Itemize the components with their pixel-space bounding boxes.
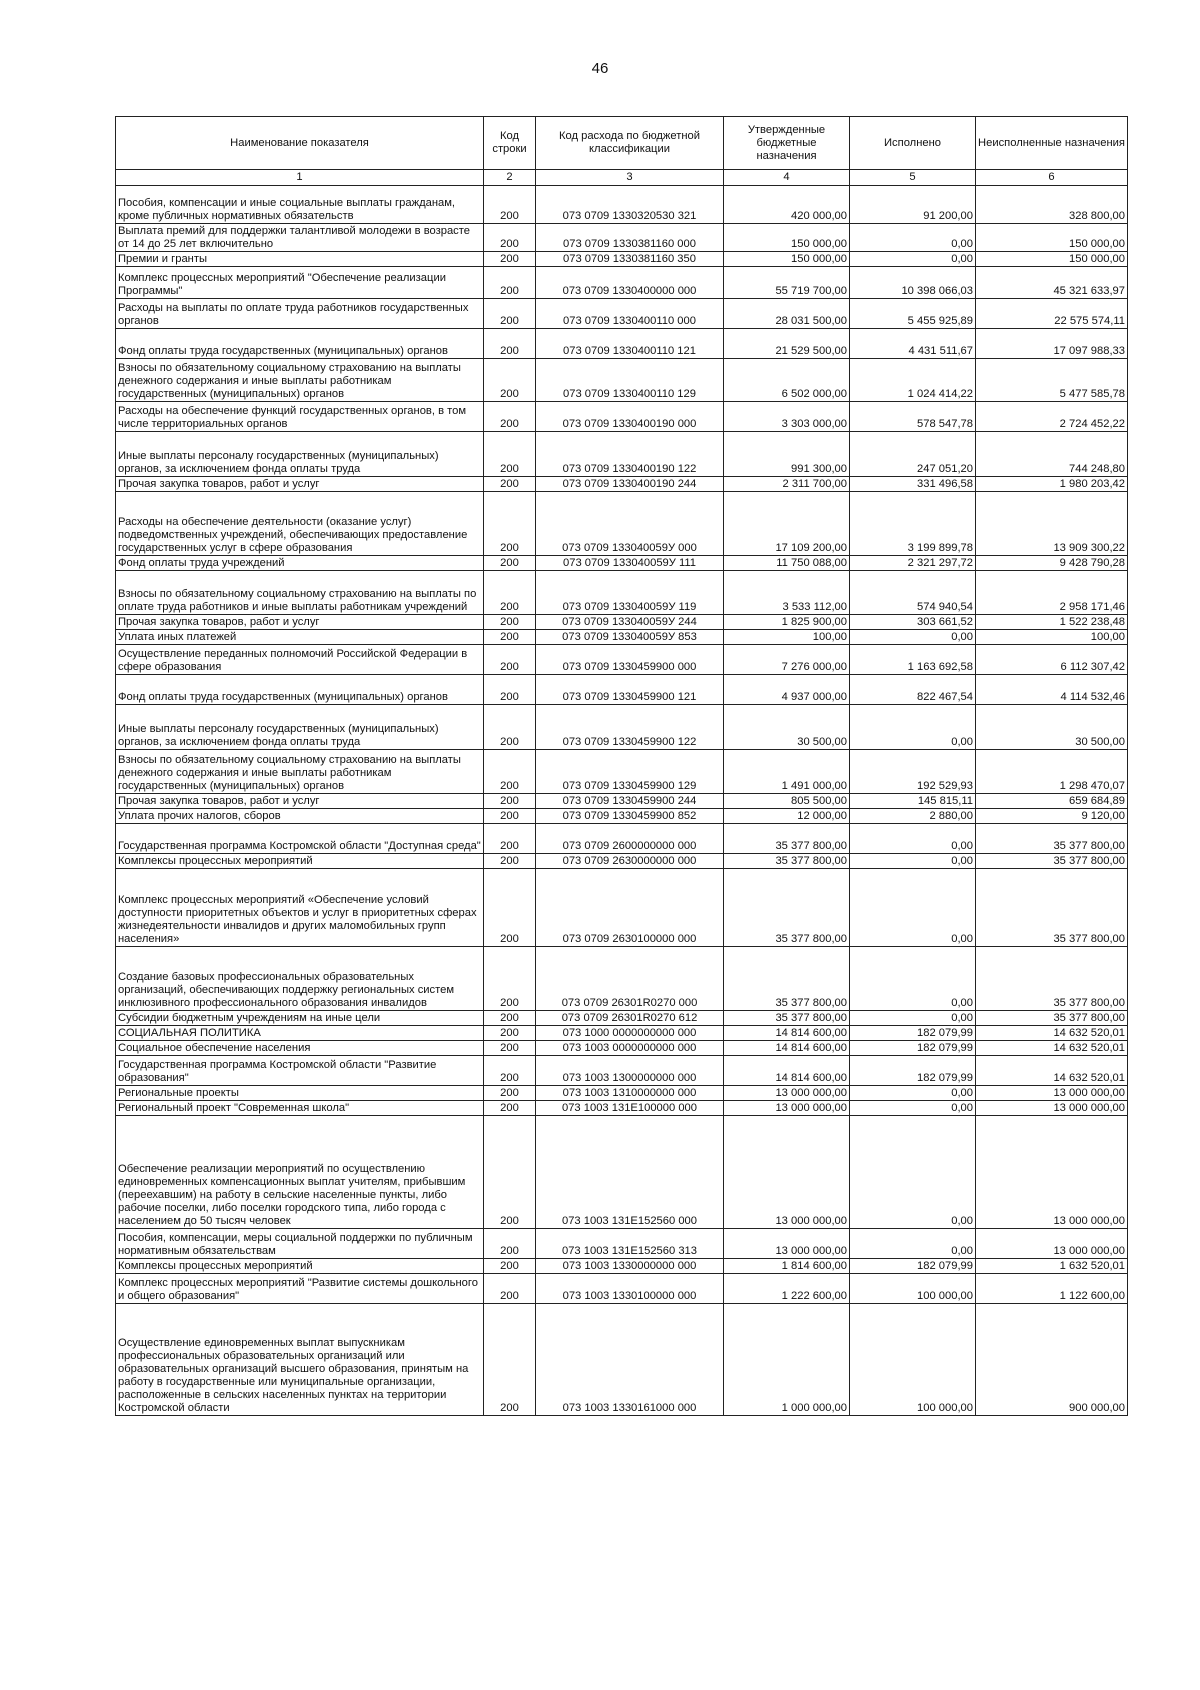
row-budget-code-cell: 073 0709 1330459900 121 <box>536 675 724 705</box>
row-executed-cell: 182 079,99 <box>850 1041 976 1056</box>
table-row <box>116 1011 1128 1026</box>
row-name-cell: Государственная программа Костромской области "Доступная среда" <box>116 824 484 854</box>
row-approved-cell: 3 303 000,00 <box>724 402 850 432</box>
row-unexecuted-cell: 744 248,80 <box>976 432 1128 477</box>
row-budget-code-cell: 073 0709 1330400190 122 <box>536 432 724 477</box>
table-row <box>116 1304 1128 1416</box>
row-line-code-cell: 200 <box>484 854 536 869</box>
row-budget-code-cell: 073 1003 1330000000 000 <box>536 1259 724 1274</box>
row-name-cell: Фонд оплаты труда государственных (муниципальных) органов <box>116 329 484 359</box>
row-line-code-cell: 200 <box>484 750 536 794</box>
row-executed-cell: 0,00 <box>850 252 976 267</box>
row-executed-cell: 0,00 <box>850 824 976 854</box>
table-row <box>116 267 1128 299</box>
row-approved-cell: 30 500,00 <box>724 705 850 750</box>
row-executed-cell: 182 079,99 <box>850 1259 976 1274</box>
table-row <box>116 1116 1128 1229</box>
row-name-cell: Расходы на обеспечение функций государственных органов, в том числе территориальных органов <box>116 402 484 432</box>
table-row <box>116 869 1128 947</box>
row-budget-code-cell: 073 0709 1330459900 122 <box>536 705 724 750</box>
row-name-cell: Комплексы процессных мероприятий <box>116 1259 484 1274</box>
row-line-code-cell: 200 <box>484 329 536 359</box>
row-executed-cell: 0,00 <box>850 947 976 1011</box>
row-executed-cell: 0,00 <box>850 1116 976 1229</box>
table-row <box>116 477 1128 492</box>
budget-execution-table <box>115 116 1128 1416</box>
page-number: 46 <box>591 60 609 77</box>
row-approved-cell: 1 222 600,00 <box>724 1274 850 1304</box>
row-approved-cell: 12 000,00 <box>724 809 850 824</box>
row-executed-cell: 0,00 <box>850 1011 976 1026</box>
row-line-code-cell: 200 <box>484 556 536 571</box>
row-unexecuted-cell: 13 000 000,00 <box>976 1229 1128 1259</box>
row-executed-cell: 1 163 692,58 <box>850 645 976 675</box>
column-number: 3 <box>536 170 724 186</box>
row-name-cell: Пособия, компенсации и иные социальные выплаты гражданам, кроме публичных нормативных обязательств <box>116 186 484 224</box>
row-name-cell: Прочая закупка товаров, работ и услуг <box>116 794 484 809</box>
header-line-code: Код строки <box>484 117 536 170</box>
row-unexecuted-cell: 5 477 585,78 <box>976 359 1128 402</box>
row-line-code-cell: 200 <box>484 1229 536 1259</box>
column-number-row <box>116 170 1128 186</box>
row-budget-code-cell: 073 1003 1300000000 000 <box>536 1056 724 1086</box>
row-budget-code-cell: 073 1003 1310000000 000 <box>536 1086 724 1101</box>
row-unexecuted-cell: 2 724 452,22 <box>976 402 1128 432</box>
row-unexecuted-cell: 22 575 574,11 <box>976 299 1128 329</box>
row-executed-cell: 4 431 511,67 <box>850 329 976 359</box>
row-approved-cell: 4 937 000,00 <box>724 675 850 705</box>
table-row <box>116 645 1128 675</box>
row-name-cell: Обеспечение реализации мероприятий по осуществлению единовременных компенсационных выплат учителям, прибывшим (переехавшим) на работу в сельские населенные пункты, либо рабочие поселки, либо поселки городского типа, либо города с населением до 50 тысяч человек <box>116 1116 484 1229</box>
row-budget-code-cell: 073 0709 1330400190 000 <box>536 402 724 432</box>
table-row <box>116 1026 1128 1041</box>
row-unexecuted-cell: 35 377 800,00 <box>976 1011 1128 1026</box>
table-row <box>116 947 1128 1011</box>
row-executed-cell: 1 024 414,22 <box>850 359 976 402</box>
table-row <box>116 329 1128 359</box>
table-row <box>116 402 1128 432</box>
row-unexecuted-cell: 35 377 800,00 <box>976 854 1128 869</box>
row-line-code-cell: 200 <box>484 571 536 615</box>
row-approved-cell: 28 031 500,00 <box>724 299 850 329</box>
row-unexecuted-cell: 150 000,00 <box>976 224 1128 252</box>
table-row <box>116 1229 1128 1259</box>
row-unexecuted-cell: 2 958 171,46 <box>976 571 1128 615</box>
table-row <box>116 824 1128 854</box>
row-line-code-cell: 200 <box>484 615 536 630</box>
row-approved-cell: 13 000 000,00 <box>724 1086 850 1101</box>
row-approved-cell: 13 000 000,00 <box>724 1229 850 1259</box>
row-approved-cell: 14 814 600,00 <box>724 1026 850 1041</box>
row-name-cell: Комплекс процессных мероприятий «Обеспечение условий доступности приоритетных объектов и услуг в приоритетных сферах жизнедеятельности инвалидов и других маломобильных групп населения» <box>116 869 484 947</box>
row-approved-cell: 100,00 <box>724 630 850 645</box>
row-unexecuted-cell: 14 632 520,01 <box>976 1041 1128 1056</box>
table-row <box>116 1101 1128 1116</box>
row-approved-cell: 991 300,00 <box>724 432 850 477</box>
column-number: 2 <box>484 170 536 186</box>
row-name-cell: Иные выплаты персоналу государственных (муниципальных) органов, за исключением фонда оплаты труда <box>116 705 484 750</box>
row-executed-cell: 247 051,20 <box>850 432 976 477</box>
row-unexecuted-cell: 45 321 633,97 <box>976 267 1128 299</box>
row-line-code-cell: 200 <box>484 869 536 947</box>
row-budget-code-cell: 073 0709 1330400000 000 <box>536 267 724 299</box>
row-line-code-cell: 200 <box>484 947 536 1011</box>
table-row <box>116 630 1128 645</box>
row-unexecuted-cell: 1 298 470,07 <box>976 750 1128 794</box>
row-budget-code-cell: 073 1003 131Е100000 000 <box>536 1101 724 1116</box>
table-row <box>116 809 1128 824</box>
row-budget-code-cell: 073 1003 0000000000 000 <box>536 1041 724 1056</box>
row-approved-cell: 35 377 800,00 <box>724 1011 850 1026</box>
row-executed-cell: 192 529,93 <box>850 750 976 794</box>
row-approved-cell: 420 000,00 <box>724 186 850 224</box>
row-executed-cell: 0,00 <box>850 1229 976 1259</box>
row-approved-cell: 21 529 500,00 <box>724 329 850 359</box>
table-body <box>116 186 1128 1416</box>
row-executed-cell: 3 199 899,78 <box>850 492 976 556</box>
table-row <box>116 556 1128 571</box>
row-executed-cell: 0,00 <box>850 224 976 252</box>
row-budget-code-cell: 073 0709 1330381160 350 <box>536 252 724 267</box>
row-executed-cell: 2 880,00 <box>850 809 976 824</box>
row-line-code-cell: 200 <box>484 630 536 645</box>
row-name-cell: Расходы на обеспечение деятельности (оказание услуг) подведомственных учреждений, обеспечивающих предоставление государственных услуг в сфере образования <box>116 492 484 556</box>
table-row <box>116 1041 1128 1056</box>
row-unexecuted-cell: 35 377 800,00 <box>976 824 1128 854</box>
row-unexecuted-cell: 13 909 300,22 <box>976 492 1128 556</box>
row-approved-cell: 14 814 600,00 <box>724 1041 850 1056</box>
row-executed-cell: 182 079,99 <box>850 1056 976 1086</box>
row-approved-cell: 150 000,00 <box>724 252 850 267</box>
row-unexecuted-cell: 1 632 520,01 <box>976 1259 1128 1274</box>
row-executed-cell: 0,00 <box>850 869 976 947</box>
row-name-cell: Иные выплаты персоналу государственных (муниципальных) органов, за исключением фонда оплаты труда <box>116 432 484 477</box>
column-number: 1 <box>116 170 484 186</box>
row-unexecuted-cell: 9 428 790,28 <box>976 556 1128 571</box>
row-unexecuted-cell: 900 000,00 <box>976 1304 1128 1416</box>
row-unexecuted-cell: 1 980 203,42 <box>976 477 1128 492</box>
row-name-cell: Осуществление переданных полномочий Российской Федерации в сфере образования <box>116 645 484 675</box>
row-line-code-cell: 200 <box>484 1056 536 1086</box>
row-line-code-cell: 200 <box>484 252 536 267</box>
row-line-code-cell: 200 <box>484 824 536 854</box>
row-name-cell: Премии и гранты <box>116 252 484 267</box>
row-budget-code-cell: 073 0709 1330400190 244 <box>536 477 724 492</box>
row-unexecuted-cell: 14 632 520,01 <box>976 1056 1128 1086</box>
row-budget-code-cell: 073 0709 133040059У 244 <box>536 615 724 630</box>
row-budget-code-cell: 073 0709 1330459900 244 <box>536 794 724 809</box>
table-header-row <box>116 117 1128 170</box>
row-budget-code-cell: 073 0709 1330400110 121 <box>536 329 724 359</box>
row-approved-cell: 1 814 600,00 <box>724 1259 850 1274</box>
row-name-cell: СОЦИАЛЬНАЯ ПОЛИТИКА <box>116 1026 484 1041</box>
row-budget-code-cell: 073 0709 2630100000 000 <box>536 869 724 947</box>
row-budget-code-cell: 073 0709 1330459900 129 <box>536 750 724 794</box>
row-name-cell: Выплата премий для поддержки талантливой молодежи в возрасте от 14 до 25 лет включительно <box>116 224 484 252</box>
row-budget-code-cell: 073 0709 1330400110 000 <box>536 299 724 329</box>
row-unexecuted-cell: 13 000 000,00 <box>976 1086 1128 1101</box>
row-executed-cell: 303 661,52 <box>850 615 976 630</box>
row-line-code-cell: 200 <box>484 267 536 299</box>
row-executed-cell: 182 079,99 <box>850 1026 976 1041</box>
row-unexecuted-cell: 35 377 800,00 <box>976 947 1128 1011</box>
column-number: 5 <box>850 170 976 186</box>
row-approved-cell: 1 000 000,00 <box>724 1304 850 1416</box>
row-approved-cell: 7 276 000,00 <box>724 645 850 675</box>
row-name-cell: Комплекс процессных мероприятий "Обеспечение реализации Программы" <box>116 267 484 299</box>
table-row <box>116 492 1128 556</box>
row-executed-cell: 100 000,00 <box>850 1304 976 1416</box>
row-name-cell: Пособия, компенсации, меры социальной поддержки по публичным нормативным обязательствам <box>116 1229 484 1259</box>
table-row <box>116 675 1128 705</box>
row-unexecuted-cell: 13 000 000,00 <box>976 1116 1128 1229</box>
table-row <box>116 794 1128 809</box>
row-unexecuted-cell: 328 800,00 <box>976 186 1128 224</box>
row-line-code-cell: 200 <box>484 1274 536 1304</box>
row-name-cell: Комплексы процессных мероприятий <box>116 854 484 869</box>
row-approved-cell: 1 825 900,00 <box>724 615 850 630</box>
row-line-code-cell: 200 <box>484 705 536 750</box>
row-approved-cell: 17 109 200,00 <box>724 492 850 556</box>
table-row <box>116 299 1128 329</box>
row-executed-cell: 578 547,78 <box>850 402 976 432</box>
row-name-cell: Расходы на выплаты по оплате труда работников государственных органов <box>116 299 484 329</box>
table-row <box>116 1274 1128 1304</box>
row-name-cell: Государственная программа Костромской области "Развитие образования" <box>116 1056 484 1086</box>
row-line-code-cell: 200 <box>484 1101 536 1116</box>
row-approved-cell: 35 377 800,00 <box>724 824 850 854</box>
row-unexecuted-cell: 4 114 532,46 <box>976 675 1128 705</box>
row-executed-cell: 822 467,54 <box>850 675 976 705</box>
row-line-code-cell: 200 <box>484 186 536 224</box>
row-budget-code-cell: 073 0709 1330381160 000 <box>536 224 724 252</box>
row-line-code-cell: 200 <box>484 402 536 432</box>
row-name-cell: Уплата прочих налогов, сборов <box>116 809 484 824</box>
row-budget-code-cell: 073 1003 131Е152560 000 <box>536 1116 724 1229</box>
row-budget-code-cell: 073 0709 1330459900 852 <box>536 809 724 824</box>
row-approved-cell: 805 500,00 <box>724 794 850 809</box>
row-budget-code-cell: 073 0709 133040059У 111 <box>536 556 724 571</box>
row-unexecuted-cell: 30 500,00 <box>976 705 1128 750</box>
row-line-code-cell: 200 <box>484 675 536 705</box>
table-row <box>116 224 1128 252</box>
row-unexecuted-cell: 1 122 600,00 <box>976 1274 1128 1304</box>
row-line-code-cell: 200 <box>484 299 536 329</box>
row-unexecuted-cell: 17 097 988,33 <box>976 329 1128 359</box>
row-approved-cell: 2 311 700,00 <box>724 477 850 492</box>
row-budget-code-cell: 073 0709 1330459900 000 <box>536 645 724 675</box>
row-line-code-cell: 200 <box>484 1304 536 1416</box>
row-budget-code-cell: 073 1003 131Е152560 313 <box>536 1229 724 1259</box>
row-approved-cell: 35 377 800,00 <box>724 869 850 947</box>
row-unexecuted-cell: 35 377 800,00 <box>976 869 1128 947</box>
row-executed-cell: 331 496,58 <box>850 477 976 492</box>
row-line-code-cell: 200 <box>484 432 536 477</box>
row-approved-cell: 150 000,00 <box>724 224 850 252</box>
row-name-cell: Взносы по обязательному социальному страхованию на выплаты по оплате труда работников и иные выплаты работникам учреждений <box>116 571 484 615</box>
row-approved-cell: 13 000 000,00 <box>724 1101 850 1116</box>
row-budget-code-cell: 073 0709 133040059У 119 <box>536 571 724 615</box>
table-row <box>116 186 1128 224</box>
row-unexecuted-cell: 1 522 238,48 <box>976 615 1128 630</box>
column-number: 4 <box>724 170 850 186</box>
row-name-cell: Социальное обеспечение населения <box>116 1041 484 1056</box>
table-row <box>116 705 1128 750</box>
row-executed-cell: 0,00 <box>850 854 976 869</box>
row-executed-cell: 0,00 <box>850 1086 976 1101</box>
row-line-code-cell: 200 <box>484 359 536 402</box>
row-name-cell: Субсидии бюджетным учреждениям на иные цели <box>116 1011 484 1026</box>
row-unexecuted-cell: 13 000 000,00 <box>976 1101 1128 1116</box>
table-row <box>116 1086 1128 1101</box>
row-approved-cell: 6 502 000,00 <box>724 359 850 402</box>
row-executed-cell: 145 815,11 <box>850 794 976 809</box>
row-executed-cell: 0,00 <box>850 1101 976 1116</box>
row-budget-code-cell: 073 0709 1330320530 321 <box>536 186 724 224</box>
row-executed-cell: 91 200,00 <box>850 186 976 224</box>
row-approved-cell: 55 719 700,00 <box>724 267 850 299</box>
row-name-cell: Региональный проект "Современная школа" <box>116 1101 484 1116</box>
row-line-code-cell: 200 <box>484 1259 536 1274</box>
table-row <box>116 571 1128 615</box>
row-approved-cell: 35 377 800,00 <box>724 947 850 1011</box>
row-executed-cell: 5 455 925,89 <box>850 299 976 329</box>
table-row <box>116 1056 1128 1086</box>
row-budget-code-cell: 073 0709 133040059У 853 <box>536 630 724 645</box>
row-approved-cell: 35 377 800,00 <box>724 854 850 869</box>
row-approved-cell: 3 533 112,00 <box>724 571 850 615</box>
row-budget-code-cell: 073 0709 26301R0270 000 <box>536 947 724 1011</box>
row-name-cell: Осуществление единовременных выплат выпускникам профессиональных образовательных организаций или образовательных организаций высшего образования, принятым на работу в государственные или муниципальные организации, расположенные в сельских населенных пунктах на территории Костромской области <box>116 1304 484 1416</box>
row-line-code-cell: 200 <box>484 645 536 675</box>
row-line-code-cell: 200 <box>484 1041 536 1056</box>
row-unexecuted-cell: 100,00 <box>976 630 1128 645</box>
row-line-code-cell: 200 <box>484 1011 536 1026</box>
row-name-cell: Фонд оплаты труда государственных (муниципальных) органов <box>116 675 484 705</box>
row-name-cell: Комплекс процессных мероприятий "Развитие системы дошкольного и общего образования" <box>116 1274 484 1304</box>
row-name-cell: Взносы по обязательному социальному страхованию на выплаты денежного содержания и иные выплаты работникам государственных (муниципальных) органов <box>116 359 484 402</box>
row-executed-cell: 10 398 066,03 <box>850 267 976 299</box>
table-row <box>116 615 1128 630</box>
row-budget-code-cell: 073 0709 2630000000 000 <box>536 854 724 869</box>
row-unexecuted-cell: 6 112 307,42 <box>976 645 1128 675</box>
row-name-cell: Региональные проекты <box>116 1086 484 1101</box>
row-unexecuted-cell: 659 684,89 <box>976 794 1128 809</box>
row-name-cell: Уплата иных платежей <box>116 630 484 645</box>
header-executed: Исполнено <box>850 117 976 170</box>
row-unexecuted-cell: 9 120,00 <box>976 809 1128 824</box>
row-name-cell: Создание базовых профессиональных образовательных организаций, обеспечивающих поддержку региональных систем инклюзивного профессионального образования инвалидов <box>116 947 484 1011</box>
header-name: Наименование показателя <box>116 117 484 170</box>
row-budget-code-cell: 073 0709 133040059У 000 <box>536 492 724 556</box>
row-executed-cell: 574 940,54 <box>850 571 976 615</box>
row-unexecuted-cell: 150 000,00 <box>976 252 1128 267</box>
row-name-cell: Взносы по обязательному социальному страхованию на выплаты денежного содержания и иные выплаты работникам государственных (муниципальных) органов <box>116 750 484 794</box>
header-approved: Утвержденные бюджетные назначения <box>724 117 850 170</box>
row-budget-code-cell: 073 0709 1330400110 129 <box>536 359 724 402</box>
row-budget-code-cell: 073 0709 26301R0270 612 <box>536 1011 724 1026</box>
row-line-code-cell: 200 <box>484 794 536 809</box>
row-executed-cell: 100 000,00 <box>850 1274 976 1304</box>
row-executed-cell: 0,00 <box>850 630 976 645</box>
row-name-cell: Прочая закупка товаров, работ и услуг <box>116 477 484 492</box>
header-unexecuted: Неисполненные назначения <box>976 117 1128 170</box>
row-budget-code-cell: 073 0709 2600000000 000 <box>536 824 724 854</box>
table-row <box>116 1259 1128 1274</box>
row-approved-cell: 13 000 000,00 <box>724 1116 850 1229</box>
row-unexecuted-cell: 14 632 520,01 <box>976 1026 1128 1041</box>
row-name-cell: Фонд оплаты труда учреждений <box>116 556 484 571</box>
row-executed-cell: 0,00 <box>850 705 976 750</box>
row-line-code-cell: 200 <box>484 492 536 556</box>
row-line-code-cell: 200 <box>484 1086 536 1101</box>
header-budget-code: Код расхода по бюджетной классификации <box>536 117 724 170</box>
table-row <box>116 854 1128 869</box>
row-name-cell: Прочая закупка товаров, работ и услуг <box>116 615 484 630</box>
table-row <box>116 432 1128 477</box>
row-budget-code-cell: 073 1003 1330161000 000 <box>536 1304 724 1416</box>
table-row <box>116 359 1128 402</box>
row-approved-cell: 14 814 600,00 <box>724 1056 850 1086</box>
row-executed-cell: 2 321 297,72 <box>850 556 976 571</box>
row-budget-code-cell: 073 1003 1330100000 000 <box>536 1274 724 1304</box>
row-line-code-cell: 200 <box>484 809 536 824</box>
table-row <box>116 750 1128 794</box>
row-line-code-cell: 200 <box>484 1026 536 1041</box>
table-row <box>116 252 1128 267</box>
row-approved-cell: 11 750 088,00 <box>724 556 850 571</box>
row-line-code-cell: 200 <box>484 477 536 492</box>
column-number: 6 <box>976 170 1128 186</box>
row-line-code-cell: 200 <box>484 1116 536 1229</box>
row-line-code-cell: 200 <box>484 224 536 252</box>
row-approved-cell: 1 491 000,00 <box>724 750 850 794</box>
row-budget-code-cell: 073 1000 0000000000 000 <box>536 1026 724 1041</box>
